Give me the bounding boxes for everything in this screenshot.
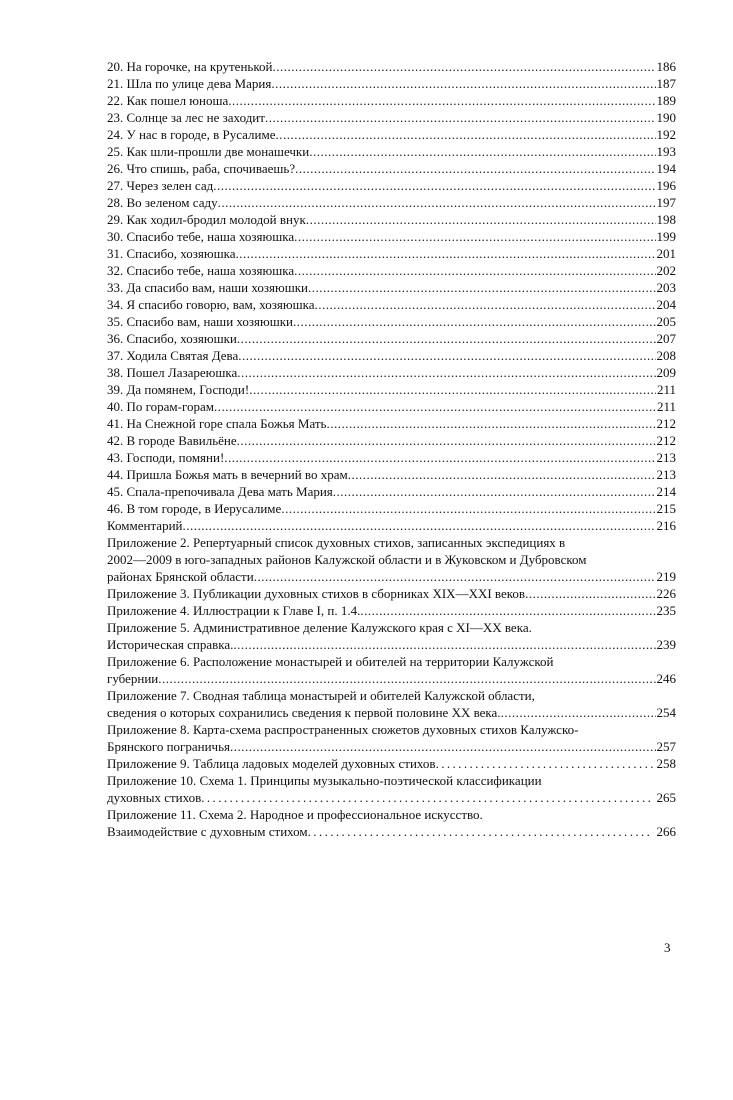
toc-entry[interactable] [107,364,676,381]
toc-entry-title: 23. Солнце за лес не заходит [107,110,265,125]
toc-entry[interactable] [107,75,676,92]
dot-leader [265,109,656,126]
table-of-contents [107,58,676,840]
toc-entry-page-number: 219 [656,569,676,584]
toc-entry-page-number: 192 [656,127,676,142]
toc-entry[interactable] [107,772,676,806]
toc-entry[interactable] [107,92,676,109]
toc-entry[interactable] [107,194,676,211]
toc-entry-title: 44. Пришла Божья мать в вечерний во храм [107,467,348,482]
toc-entry-row [107,109,676,126]
toc-entry-row [107,500,676,517]
toc-entry-row [107,432,676,449]
toc-entry-row [107,670,676,687]
toc-entry-row [107,364,676,381]
toc-entry-page-number: 207 [656,331,676,346]
toc-entry-title: Приложение 4. Иллюстрации к Главе I, п. 1.4. [107,603,361,618]
toc-entry-page-number: 258 [656,756,676,771]
toc-entry-title: 32. Спасибо тебе, наша хозяюшка [107,263,295,278]
dot-leader [254,568,656,585]
dot-leader [525,585,655,602]
toc-entry-row [107,177,676,194]
toc-entry-page-number: 226 [656,586,676,601]
toc-entry-title-line: Приложение 7. Сводная таблица монастырей и обителей Калужской области, [107,688,535,703]
toc-entry-row [107,211,676,228]
toc-entry[interactable] [107,262,676,279]
toc-entry[interactable] [107,449,676,466]
dot-leader [436,755,653,772]
toc-entry[interactable] [107,177,676,194]
toc-entry[interactable] [107,483,676,500]
toc-entry-title: 22. Как пошел юноша [107,93,229,108]
toc-entry[interactable] [107,279,676,296]
toc-entry-page-number: 189 [656,93,676,108]
toc-entry-row [107,75,676,92]
dot-leader [158,670,655,687]
dot-leader [295,160,655,177]
toc-entry-title: сведения о которых сохранились сведения к первой половине XX века. [107,705,501,720]
dot-leader [237,364,655,381]
toc-entry-row [107,517,676,534]
toc-entry-page-number: 216 [656,518,676,533]
toc-entry-page-number: 215 [656,501,676,516]
toc-entry[interactable] [107,432,676,449]
page-number: 3 [664,940,671,955]
dot-leader [275,126,655,143]
toc-entry-title: 24. У нас в городе, в Русалиме [107,127,276,142]
dot-leader [293,313,655,330]
toc-entry-title: Комментарий [107,518,183,533]
dot-leader [213,177,655,194]
toc-entry[interactable] [107,398,676,415]
toc-entry-title: 45. Спала-препочивала Дева мать Мария [107,484,333,499]
toc-entry-title: 46. В том городе, в Иерусалиме [107,501,282,516]
toc-entry-title: 25. Как шли-прошли две монашечки [107,144,310,159]
toc-entry-title: 40. По горам-горам [107,399,214,414]
toc-entry-title-line: Приложение 8. Карта-схема распространенных сюжетов духовных стихов Калужско- [107,722,579,737]
toc-entry-row [107,789,676,806]
toc-entry[interactable] [107,109,676,126]
toc-entry[interactable] [107,296,676,313]
dot-leader [348,466,656,483]
toc-entry-row [107,194,676,211]
toc-entry-page-number: 187 [656,76,676,91]
toc-entry[interactable] [107,228,676,245]
toc-entry-title: 42. В городе Вавильёне [107,433,237,448]
dot-leader [214,398,656,415]
toc-entry-page-number: 211 [656,399,676,414]
dot-leader [308,823,653,840]
toc-entry-page-number: 202 [656,263,676,278]
toc-entry-page-number: 199 [656,229,676,244]
toc-entry-title: Приложение 9. Таблица ладовых моделей духовных стихов [107,756,436,771]
toc-entry[interactable] [107,755,676,772]
toc-entry-page-number: 197 [656,195,676,210]
toc-entry[interactable] [107,517,676,534]
toc-entry-page-number: 196 [656,178,676,193]
toc-entry[interactable] [107,653,676,687]
toc-entry-title: Взаимодействие с духовным стихом [107,824,308,839]
toc-entry[interactable] [107,619,676,653]
toc-entry-row [107,262,676,279]
toc-entry-title: 26. Что спишь, раба, спочиваешь? [107,161,296,176]
dot-leader [237,432,656,449]
toc-entry-title: 35. Спасибо вам, наши хозяюшки [107,314,294,329]
dot-leader [249,381,656,398]
toc-entry-title: 33. Да спасибо вам, наши хозяюшки [107,280,308,295]
toc-entry[interactable] [107,585,676,602]
dot-leader [224,449,655,466]
toc-entry-page-number: 201 [656,246,676,261]
toc-entry-row [107,449,676,466]
toc-entry-title: 34. Я спасибо говорю, вам, хозяюшка [107,297,315,312]
toc-entry-title-line: Приложение 5. Административное деление Калужского края с XI—XX века. [107,620,532,635]
toc-entry-row [107,568,676,585]
dot-leader [271,75,655,92]
dot-leader [333,483,656,500]
toc-entry-page-number: 212 [656,416,676,431]
toc-entry-page-number: 239 [656,637,676,652]
dot-leader [308,279,656,296]
toc-entry-title-line: Приложение 6. Расположение монастырей и обителей на территории Калужской [107,654,554,669]
toc-entry-title: 43. Господи, помяни! [107,450,225,465]
toc-entry-page-number: 203 [656,280,676,295]
toc-entry-row [107,466,676,483]
toc-entry-title: 39. Да помянем, Господи! [107,382,250,397]
toc-entry-row [107,126,676,143]
toc-entry[interactable] [107,721,676,755]
toc-entry-row [107,704,676,721]
dot-leader [228,92,655,109]
toc-entry[interactable] [107,466,676,483]
toc-entry-row [107,228,676,245]
toc-entry-title: Брянского пограничья [107,739,231,754]
toc-entry-title: 38. Пошел Лазареюшка [107,365,238,380]
toc-entry-row [107,398,676,415]
toc-entry-row [107,602,676,619]
toc-entry-title: 21. Шла по улице дева Мария [107,76,272,91]
dot-leader [201,789,652,806]
dot-leader [309,143,655,160]
dot-leader [235,245,655,262]
toc-entry-page-number: 208 [656,348,676,363]
toc-entry[interactable] [107,245,676,262]
toc-entry-title: 28. Во зеленом саду [107,195,218,210]
dot-leader [294,228,655,245]
toc-entry-row [107,347,676,364]
dot-leader [314,296,655,313]
toc-entry-page-number: 246 [656,671,676,686]
toc-entry-title: 20. На горочке, на крутенькой [107,59,273,74]
toc-entry-page-number: 266 [656,824,676,839]
toc-entry-title: 31. Спасибо, хозяюшка [107,246,236,261]
toc-entry-row [107,483,676,500]
toc-entry-page-number: 209 [656,365,676,380]
toc-entry-row [107,58,676,75]
toc-entry-title: 29. Как ходил-бродил молодой внук [107,212,306,227]
toc-entry[interactable] [107,330,676,347]
toc-entry-page-number: 257 [656,739,676,754]
toc-entry-title: 37. Ходила Святая Дева [107,348,239,363]
toc-entry-page-number: 211 [656,382,676,397]
toc-entry[interactable] [107,602,676,619]
toc-entry-page-number: 212 [656,433,676,448]
toc-entry-page-number: 254 [656,705,676,720]
dot-leader [238,347,655,364]
toc-entry-page-number: 213 [656,450,676,465]
dot-leader [294,262,655,279]
toc-entry-row [107,755,676,772]
toc-entry[interactable] [107,806,676,840]
toc-entry-title: районах Брянской области [107,569,254,584]
toc-entry[interactable] [107,687,676,721]
toc-entry-title: духовных стихов [107,790,202,805]
toc-entry[interactable] [107,415,676,432]
toc-entry-page-number: 205 [656,314,676,329]
toc-entry[interactable] [107,160,676,177]
dot-leader [230,738,655,755]
dot-leader [182,517,655,534]
toc-entry-row [107,160,676,177]
dot-leader [306,211,656,228]
toc-entry-page-number: 186 [656,59,676,74]
toc-entry-title: 30. Спасибо тебе, наша хозяюшка [107,229,295,244]
toc-entry-title-line: Приложение 2. Репертуарный список духовных стихов, записанных экспедициях в [107,535,566,550]
dot-leader [218,194,656,211]
toc-entry[interactable] [107,58,676,75]
toc-entry-row [107,92,676,109]
toc-entry-row [107,245,676,262]
toc-entry-page-number: 194 [656,161,676,176]
toc-entry-title: Историческая справка. [107,637,234,652]
toc-entry-row [107,636,676,653]
toc-entry-title: 41. На Снежной горе спала Божья Мать [107,416,327,431]
toc-entry-page-number: 193 [656,144,676,159]
toc-entry-page-number: 198 [656,212,676,227]
toc-entry-row [107,313,676,330]
toc-entry[interactable] [107,126,676,143]
dot-leader [501,704,656,721]
toc-entry[interactable] [107,347,676,364]
toc-entry-title-line: Приложение 10. Схема 1. Принципы музыкально-поэтической классификации [107,773,542,788]
toc-entry-title: 36. Спасибо, хозяюшки [107,331,237,346]
toc-entry-page-number: 190 [656,110,676,125]
toc-entry-row [107,330,676,347]
toc-entry-row [107,585,676,602]
toc-entry-title: губернии [107,671,159,686]
toc-entry[interactable] [107,534,676,585]
toc-entry-title: 27. Через зелен сад [107,178,214,193]
toc-entry-row [107,296,676,313]
toc-entry-title-line: Приложение 11. Схема 2. Народное и профессиональное искусство. [107,807,483,822]
toc-entry-page-number: 235 [656,603,676,618]
toc-entry-row [107,415,676,432]
toc-entry-page-number: 265 [656,790,676,805]
toc-entry[interactable] [107,211,676,228]
toc-entry-row [107,143,676,160]
toc-entry-row [107,279,676,296]
toc-entry-page-number: 204 [656,297,676,312]
toc-entry-row [107,738,676,755]
dot-leader [272,58,655,75]
toc-entry-title-line: 2002—2009 в юго-западных районов Калужской области и в Жуковском и Дубровском [107,552,587,567]
dot-leader [360,602,655,619]
dot-leader [281,500,655,517]
toc-entry[interactable] [107,381,676,398]
toc-entry-title: Приложение 3. Публикации духовных стихов в сборниках XIX—XXI веков [107,586,526,601]
toc-entry-row [107,823,676,840]
toc-entry[interactable] [107,313,676,330]
toc-entry-page-number: 213 [656,467,676,482]
toc-entry-page-number: 214 [656,484,676,499]
toc-entry-row [107,381,676,398]
dot-leader [237,330,656,347]
toc-entry[interactable] [107,143,676,160]
dot-leader [326,415,655,432]
dot-leader [233,636,655,653]
toc-entry[interactable] [107,500,676,517]
